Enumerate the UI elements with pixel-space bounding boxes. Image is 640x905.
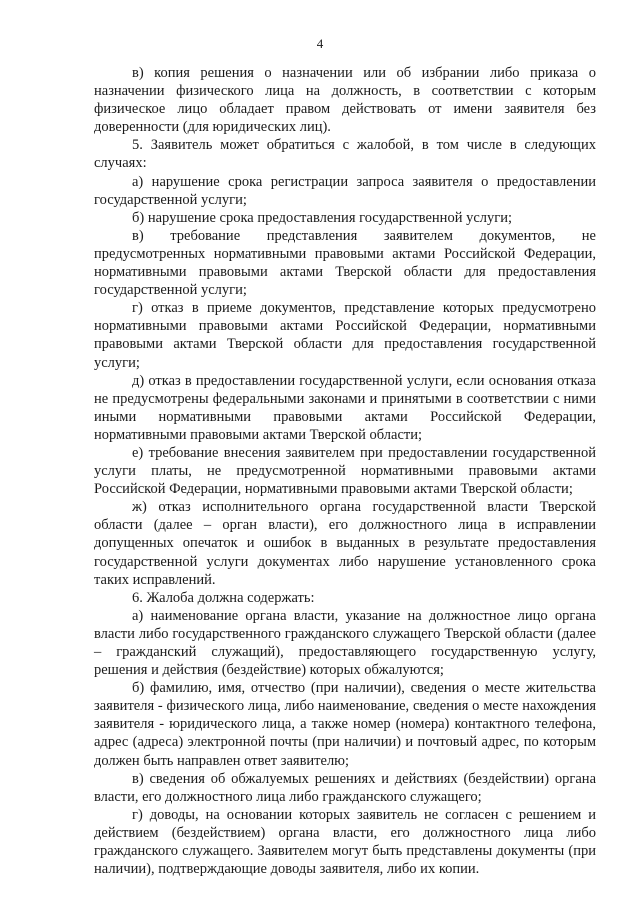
paragraph-8: е) требование внесения заявителем при предоставлении государственной услуги платы, не предусмотренной нормативными правовыми актами Российской Федерации, нормативными правовыми актами Тверской области; bbox=[94, 444, 596, 498]
paragraph-4: б) нарушение срока предоставления государственной услуги; bbox=[132, 209, 512, 226]
document-body bbox=[94, 64, 596, 878]
paragraph-2: 5. Заявитель может обратиться с жалобой, в том числе в следующих случаях: bbox=[94, 137, 596, 172]
paragraph-12: б) фамилию, имя, отчество (при наличии), сведения о месте жительства заявителя - физического лица, либо наименование, сведения о месте нахождения заявителя - юридического лица, а также номер (номера) контактного телефона, адрес (адреса) электронной почты (при наличии) и почтовый адрес, по которым должен быть направлен ответ заявителю; bbox=[94, 680, 596, 769]
paragraph-10: 6. Жалоба должна содержать: bbox=[132, 589, 315, 606]
paragraph-7: д) отказ в предоставлении государственной услуги, если основания отказа не предусмотрены федеральными законами и принятыми в соответствии с ними иными нормативными правовыми актами Российской Федерации, нормативными правовыми актами Тверской области; bbox=[94, 372, 596, 443]
paragraph-11: а) наименование органа власти, указание на должностное лицо органа власти либо государственного гражданского служащего Тверской области (далее – гражданский служащий), предоставляющего государственную услугу, решения и действия (бездействие) которых обжалуются; bbox=[94, 607, 596, 679]
paragraph-6: г) отказ в приеме документов, представление которых предусмотрено нормативными правовыми актами Российской Федерации, нормативными правовыми актами Тверской области для предоставления государственной услуги; bbox=[94, 300, 596, 371]
paragraph-1: в) копия решения о назначении или об избрании либо приказа о назначении физического лица на должность, в соответствии с которым физическое лицо обладает правом действовать от имени заявителя без доверенности (для юридических лиц). bbox=[94, 65, 596, 136]
page-number: 4 bbox=[316, 36, 324, 51]
paragraph-13: в) сведения об обжалуемых решениях и действиях (бездействии) органа власти, его должностного лица либо гражданского служащего; bbox=[94, 770, 596, 805]
paragraph-3: а) нарушение срока регистрации запроса заявителя о предоставлении государственной услуги; bbox=[94, 173, 596, 208]
paragraph-5: в) требование представления заявителем документов, не предусмотренных нормативными правовыми актами Российской Федерации, нормативными правовыми актами Тверской области для предоставления государственной услуги; bbox=[94, 227, 596, 299]
paragraph-9: ж) отказ исполнительного органа государственной власти Тверской области (далее – орган власти), его должностного лица в исправлении допущенных опечаток и ошибок в выданных в результате предоставления государственной услуги документах либо нарушение установленного срока таких исправлений. bbox=[94, 499, 596, 588]
paragraph-14: г) доводы, на основании которых заявитель не согласен с решением и действием (бездействием) органа власти, его должностного лица либо гражданского служащего. Заявителем могут быть представлены документы (при наличии), подтверждающие доводы заявителя, либо их копии. bbox=[94, 806, 596, 878]
